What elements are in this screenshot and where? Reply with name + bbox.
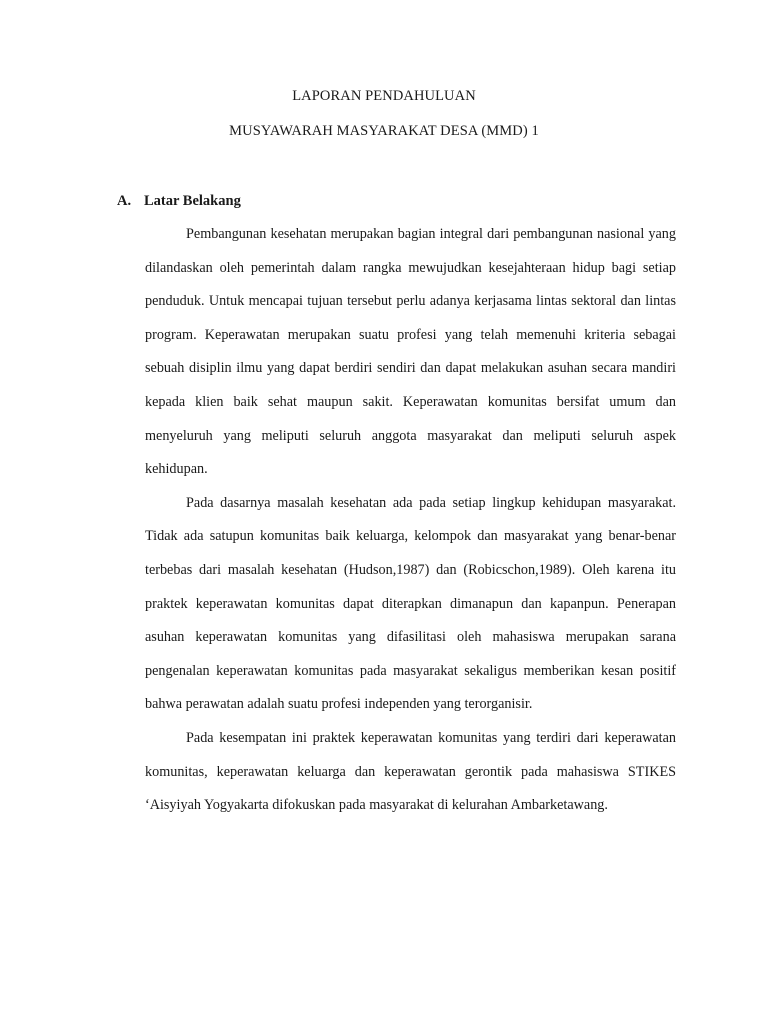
section-title: Latar Belakang (144, 193, 241, 209)
paragraph: Pada dasarnya masalah kesehatan ada pada setiap lingkup kehidupan masyarakat. Tidak ada satupun komunitas baik keluarga, kelompok dan masyarakat yang benar-benar terbebas dari masalah kesehatan (Hudson,1987) dan (Robicschon,1989). Oleh karena itu praktek keperawatan komunitas dapat diterapkan dimanapun dan kapanpun. Penerapan asuhan keperawatan komunitas yang difasilitasi oleh mahasiswa merupakan sarana pengenalan keperawatan komunitas pada masyarakat sekaligus memberikan kesan positif bahwa perawatan adalah suatu profesi independen yang terorganisir. (145, 494, 676, 713)
paragraph: Pembangunan kesehatan merupakan bagian integral dari pembangunan nasional yang dilandaskan oleh pemerintah dalam rangka mewujudkan kesejahteraan hidup bagi setiap penduduk. Untuk mencapai tujuan tersebut perlu adanya kerjasama lintas sektoral dan lintas program. Keperawatan merupakan suatu profesi yang telah memenuhi kriteria sebagai sebuah disiplin ilmu yang dapat berdiri sendiri dan dapat melakukan asuhan secara mandiri kepada klien baik sehat maupun sakit. Keperawatan komunitas bersifat umum dan menyeluruh yang meliputi seluruh anggota masyarakat dan meliputi seluruh aspek kehidupan. (145, 226, 676, 478)
body-text (145, 218, 676, 823)
section-heading (117, 193, 241, 210)
section-marker: A. (117, 193, 132, 209)
document-title: LAPORAN PENDAHULUAN (292, 88, 476, 104)
paragraph: Pada kesempatan ini praktek keperawatan komunitas yang terdiri dari keperawatan komunitas, keperawatan keluarga dan keperawatan gerontik pada mahasiswa STIKES ‘Aisyiyah Yogyakarta difokuskan pada masyarakat di kelurahan Ambarketawang. (145, 729, 676, 814)
document-subtitle: MUSYAWARAH MASYARAKAT DESA (MMD) 1 (229, 123, 539, 139)
